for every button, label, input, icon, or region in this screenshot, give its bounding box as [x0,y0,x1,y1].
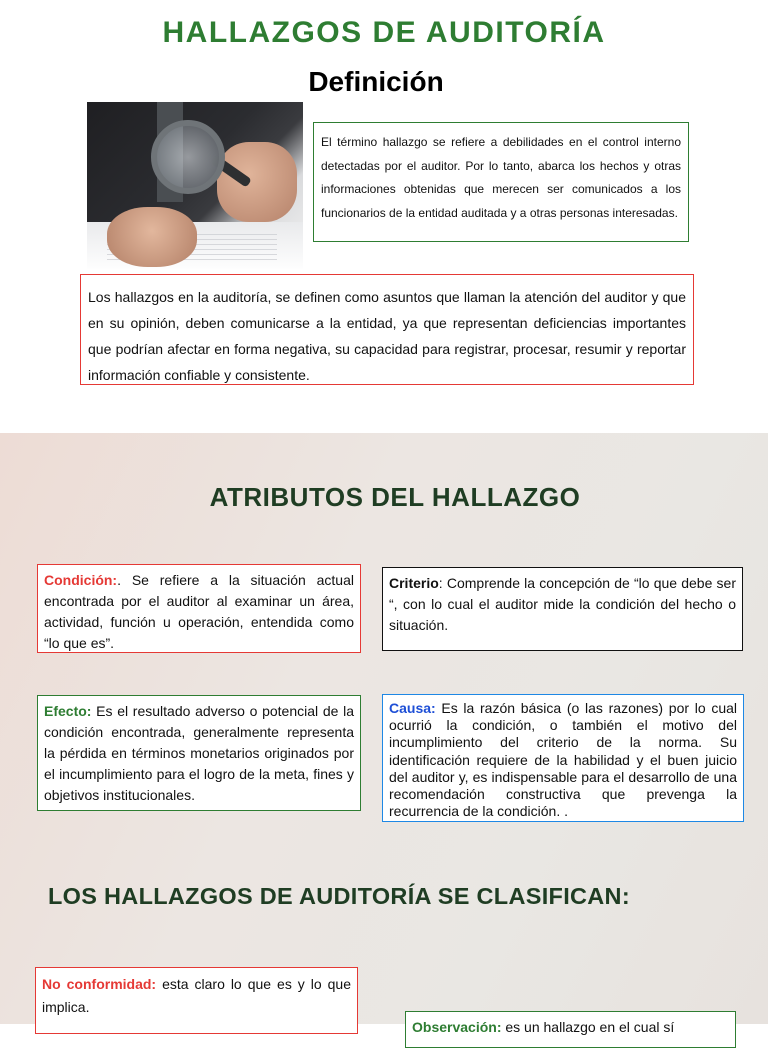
classification-card-observacion [405,1011,736,1048]
condicion-text: . Se refiere a la situación actual encontrada por el auditor al examinar un área, actividad, función u operación, entendida como “lo que es”. [44,572,354,651]
attribute-card-efecto [37,695,361,811]
criterio-text: : Comprende la concepción de “lo que debe ser “, con lo cual el auditor mide la condición del hecho o situación. [389,575,736,633]
efecto-text: Es el resultado adverso o potencial de la condición encontrada, generalmente representa la pérdida en términos monetarios originados por el incumplimiento para el logro de la meta, fines y objetivos institucionales. [44,703,354,803]
criterio-label: Criterio [389,575,439,591]
observacion-label: Observación: [412,1019,502,1035]
no-conformidad-text: esta claro lo que es y lo que implica. [42,976,351,1015]
causa-label: Causa: [389,700,436,716]
causa-text: Es la razón básica (o las razones) por lo cual ocurrió la condición, o también el motivo del incumplimiento del criterio de la norma. Su identificación requiere de la habilidad y el buen juicio del auditor y, es indispensable para el desarrollo de una recomendación constructiva que prevenga la recurrencia de la condición. . [389,700,737,820]
attributes-title: ATRIBUTOS DEL HALLAZGO [209,482,581,512]
definition-text-1: El término hallazgo se refiere a debilidades en el control interno detectadas por el auditor. Por lo tanto, abarca los hechos y otras informaciones obtenidas que merecen ser comunicados a los funcionarios de la entidad auditada y a otras personas interesadas. [321,135,681,220]
attribute-card-causa [382,694,744,822]
definition-box-red [80,274,694,385]
efecto-label: Efecto: [44,703,92,719]
observacion-text: es un hallazgo en el cual sí [501,1019,675,1035]
section-subtitle: Definición [308,66,444,97]
condicion-label: Condición: [44,572,118,588]
classification-title: LOS HALLAZGOS DE AUDITORÍA SE CLASIFICAN: [48,883,630,909]
page-title: HALLAZGOS DE AUDITORÍA [162,16,606,49]
attribute-card-condicion [37,564,361,653]
definition-text-2: Los hallazgos en la auditoría, se definen como asuntos que llaman la atención del auditor y que en su opinión, deben comunicarse a la entidad, ya que representan deficiencias importantes que podrían afectar en forma negativa, su capacidad para registrar, procesar, resumir y reportar información confiable y consistente. [88,289,686,383]
attribute-card-criterio [382,567,743,651]
definition-box-green [313,122,689,242]
magnifying-glass-photo [87,102,303,269]
no-conformidad-label: No conformidad: [42,976,157,992]
